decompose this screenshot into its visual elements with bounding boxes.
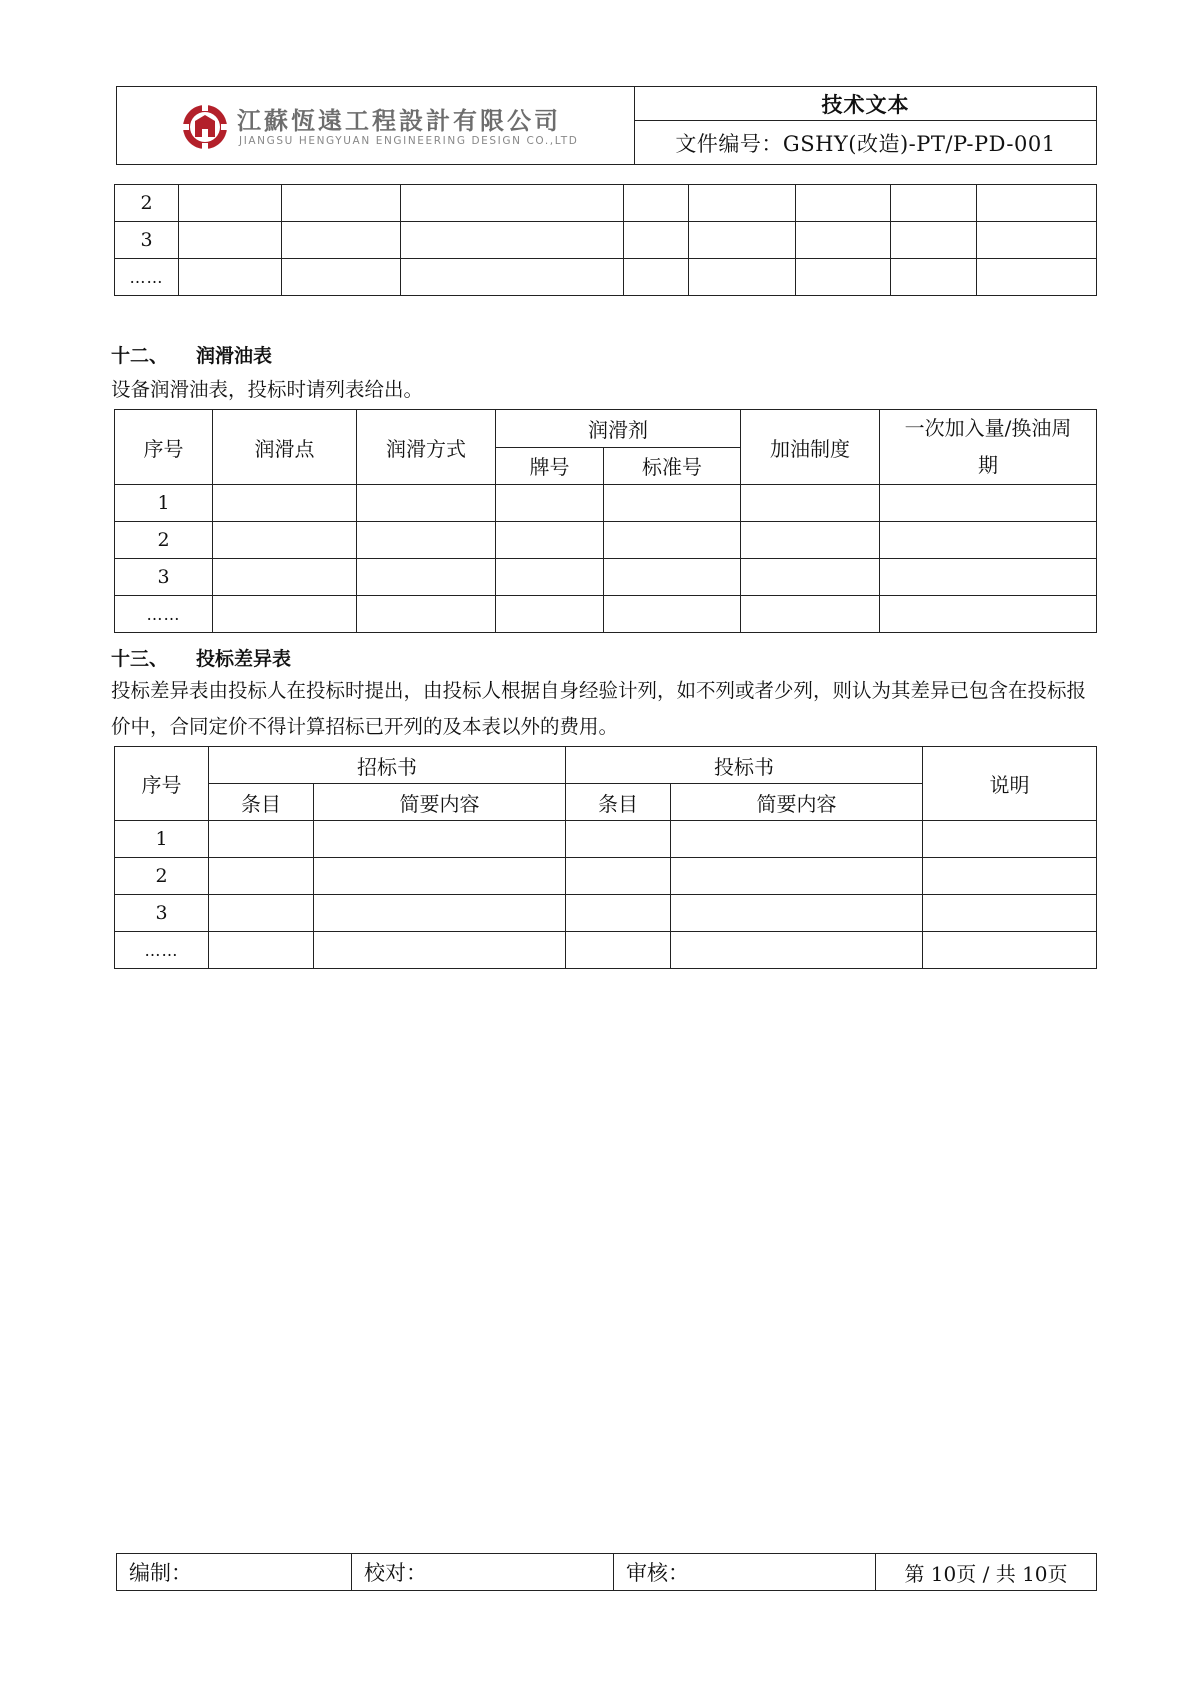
row-seq: 2 <box>115 522 213 559</box>
section-12-title: 润滑油表 <box>196 345 273 367</box>
checked-by: 校对： <box>352 1554 614 1591</box>
company-logo <box>181 101 601 153</box>
bid-deviation-table <box>114 746 1097 969</box>
header-note: 说明 <box>923 747 1097 821</box>
row-seq: …… <box>115 259 179 296</box>
document-number: 文件编号：GSHY(改造)-PT/P-PD-001 <box>635 121 1097 165</box>
header-tender-item: 条目 <box>209 784 314 821</box>
section-12-description: 设备润滑油表，投标时请列表给出。 <box>111 378 424 401</box>
header-tender-doc: 招标书 <box>209 747 566 784</box>
table-row <box>115 596 1097 633</box>
header-lube-point: 润滑点 <box>213 410 357 485</box>
header-seq: 序号 <box>115 747 209 821</box>
header-brand: 牌号 <box>496 447 604 485</box>
header-lubricant: 润滑剂 <box>496 410 741 448</box>
row-seq: 3 <box>115 559 213 596</box>
section-13-heading <box>111 644 291 671</box>
row-seq: 2 <box>115 185 179 222</box>
section-13-number: 十三、 <box>111 648 169 670</box>
table-row <box>115 485 1097 522</box>
table-row <box>115 559 1097 596</box>
section-12-number: 十二、 <box>111 345 169 367</box>
table-row <box>115 185 1097 222</box>
table-row <box>115 821 1097 858</box>
table-header-row <box>115 747 1097 784</box>
header-bid-summary: 简要内容 <box>671 784 923 821</box>
row-seq: 2 <box>115 858 209 895</box>
company-name-en: JIANGSU HENGYUAN ENGINEERING DESIGN CO.,LTD <box>239 135 579 147</box>
row-seq: …… <box>115 932 209 969</box>
table-row <box>115 222 1097 259</box>
header-seq: 序号 <box>115 410 213 485</box>
section-13-description: 投标差异表由投标人在投标时提出，由投标人根据自身经验计列，如不列或者少列，则认为其差异已包含在投标报价中，合同定价不得计算招标已开列的及本表以外的费用。 <box>111 679 1087 738</box>
row-seq: 1 <box>115 485 213 522</box>
page-number: 第 10页 / 共 10页 <box>876 1554 1097 1591</box>
section-12-heading <box>111 341 272 368</box>
table-row <box>115 259 1097 296</box>
header-bid-doc: 投标书 <box>566 747 923 784</box>
document-type: 技术文本 <box>635 87 1097 121</box>
company-emblem-icon <box>181 103 229 151</box>
header-oiling-regime: 加油制度 <box>741 410 880 485</box>
lubrication-oil-table <box>114 409 1097 633</box>
header-standard-no: 标准号 <box>604 447 741 485</box>
document-footer <box>116 1553 1097 1591</box>
row-seq: 3 <box>115 222 179 259</box>
company-name-cn: 江蘇恆遠工程設計有限公司 <box>237 106 561 135</box>
row-seq: …… <box>115 596 213 633</box>
table-header-row <box>115 410 1097 448</box>
section-13-title: 投标差异表 <box>196 648 292 670</box>
row-seq: 3 <box>115 895 209 932</box>
header-amount-line1: 一次加入量/换油周 <box>904 416 1072 440</box>
table-row <box>115 895 1097 932</box>
table-row <box>115 858 1097 895</box>
header-amount-cycle <box>880 410 1097 485</box>
document-header <box>116 86 1097 165</box>
header-tender-summary: 简要内容 <box>314 784 566 821</box>
row-seq: 1 <box>115 821 209 858</box>
table-row <box>115 932 1097 969</box>
company-logo-cell <box>117 87 635 165</box>
table-row <box>115 522 1097 559</box>
reviewed-by: 审核： <box>614 1554 876 1591</box>
continued-table <box>114 184 1097 296</box>
header-lube-method: 润滑方式 <box>357 410 496 485</box>
header-bid-item: 条目 <box>566 784 671 821</box>
compiled-by: 编制： <box>117 1554 352 1591</box>
header-amount-line2: 期 <box>978 453 998 477</box>
